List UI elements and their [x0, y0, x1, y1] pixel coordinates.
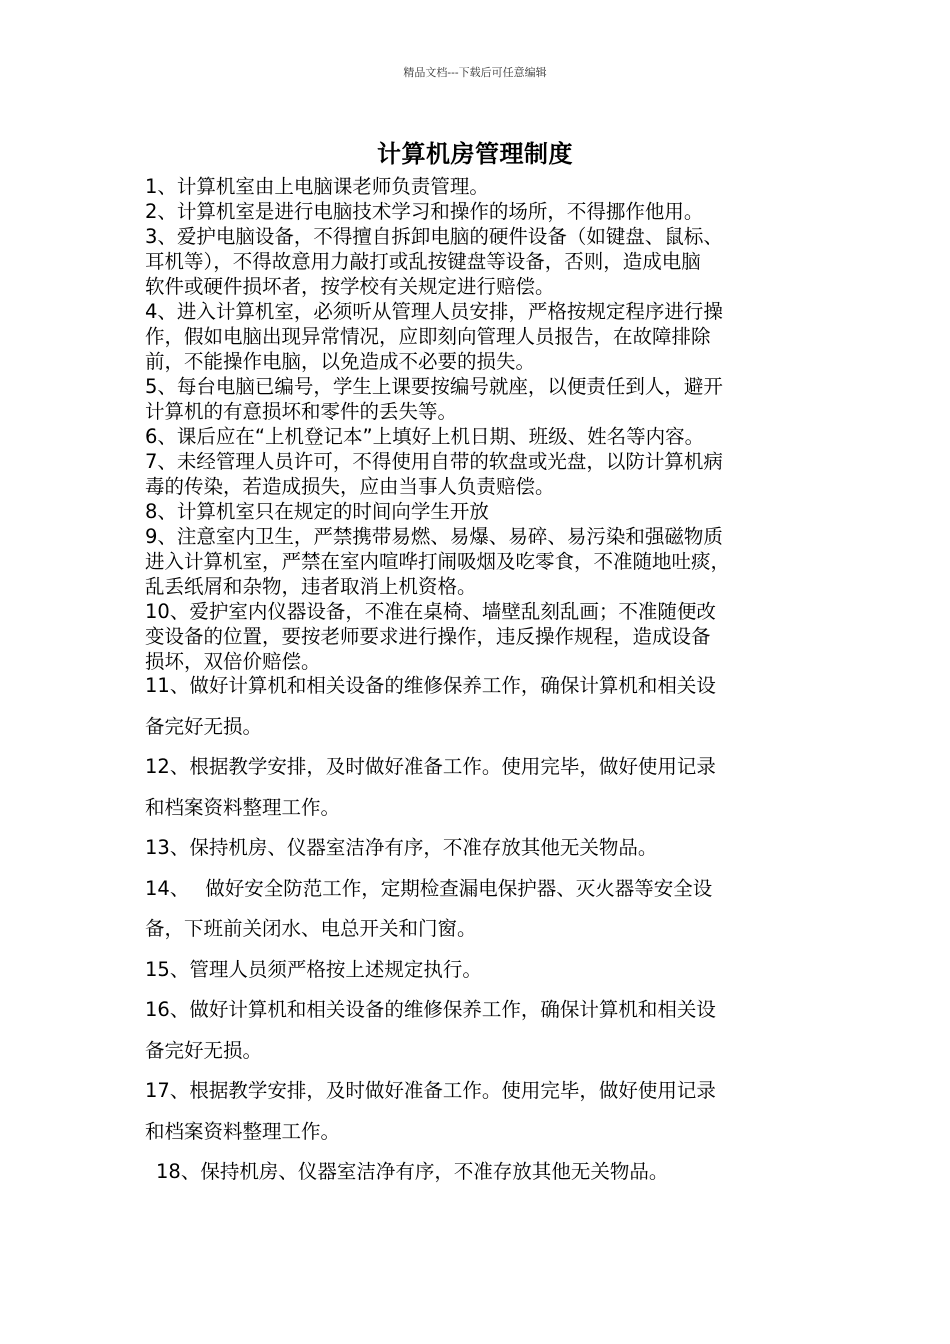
rule-line: 6、课后应在“上机登记本”上填好上机日期、班级、姓名等内容。 [145, 425, 705, 448]
rule-line: 作，假如电脑出现异常情况，应即刻向管理人员报告，在故障排除 [145, 325, 711, 348]
rule-line: 耳机等），不得故意用力敲打或乱按键盘等设备，否则，造成电脑 [145, 250, 701, 273]
rule-line: 备，下班前关闭水、电总开关和门窗。 [145, 917, 477, 940]
rule-line: 8、计算机室只在规定的时间向学生开放 [145, 500, 489, 523]
rule-line: 损坏，双倍价赔偿。 [145, 650, 321, 673]
rule-line: 17、根据教学安排，及时做好准备工作。使用完毕，做好使用记录 [145, 1079, 716, 1102]
rule-line: 备完好无损。 [145, 714, 263, 738]
rule-line: 3、爱护电脑设备，不得擅自拆卸电脑的硬件设备（如键盘、鼠标、 [145, 225, 723, 248]
rule-line: 软件或硬件损坏者，按学校有关规定进行赔偿。 [145, 275, 555, 298]
rule-line: 5、每台电脑已编号，学生上课要按编号就座，以便责任到人，避开 [145, 375, 723, 398]
rule-line: 和档案资料整理工作。 [145, 1119, 341, 1143]
rule-line: 14、 做好安全防范工作，定期检查漏电保护器、灭火器等安全设 [145, 876, 713, 900]
rule-line: 变设备的位置，要按老师要求进行操作，违反操作规程，造成设备 [145, 625, 711, 648]
rules-block-spaced [145, 666, 825, 1193]
rule-line: 4、进入计算机室，必须听从管理人员安排，严格按规定程序进行操 [145, 300, 723, 323]
rule-line: 计算机的有意损坏和零件的丢失等。 [145, 400, 458, 423]
rule-line: 7、未经管理人员许可，不得使用自带的软盘或光盘，以防计算机病 [145, 450, 723, 473]
rule-line: 12、根据教学安排，及时做好准备工作。使用完毕，做好使用记录 [145, 755, 716, 778]
rule-line: 1、计算机室由上电脑课老师负责管理。 [145, 175, 489, 198]
rules-block-dense [145, 174, 825, 674]
rule-line: 进入计算机室，严禁在室内喧哗打闹吸烟及吃零食，不准随地吐痰， [145, 550, 731, 573]
rule-line: 前，不能操作电脑，以免造成不必要的损失。 [145, 350, 536, 373]
document-title: 计算机房管理制度 [377, 140, 573, 168]
rule-line: 2、计算机室是进行电脑技术学习和操作的场所，不得挪作他用。 [145, 200, 704, 223]
rule-line: 备完好无损。 [145, 1038, 263, 1062]
page-header: 精品文档---下载后可任意编辑 [403, 66, 547, 79]
rule-line: 11、做好计算机和相关设备的维修保养工作，确保计算机和相关设 [145, 674, 716, 697]
rule-line: 18、保持机房、仪器室洁净有序，不准存放其他无关物品。 [156, 1160, 669, 1183]
rule-line: 乱丢纸屑和杂物，违者取消上机资格。 [145, 575, 477, 598]
rule-line: 15、管理人员须严格按上述规定执行。 [145, 957, 482, 981]
rule-line: 9、注意室内卫生，严禁携带易燃、易爆、易碎、易污染和强磁物质 [145, 525, 723, 548]
rule-line: 10、爱护室内仪器设备，不准在桌椅、墙壁乱刻乱画；不准随便改 [145, 600, 716, 623]
rule-line: 13、保持机房、仪器室洁净有序，不准存放其他无关物品。 [145, 836, 658, 859]
rule-line: 和档案资料整理工作。 [145, 795, 341, 819]
rule-line: 毒的传染，若造成损失，应由当事人负责赔偿。 [145, 475, 555, 498]
rule-line: 16、做好计算机和相关设备的维修保养工作，确保计算机和相关设 [145, 998, 716, 1021]
